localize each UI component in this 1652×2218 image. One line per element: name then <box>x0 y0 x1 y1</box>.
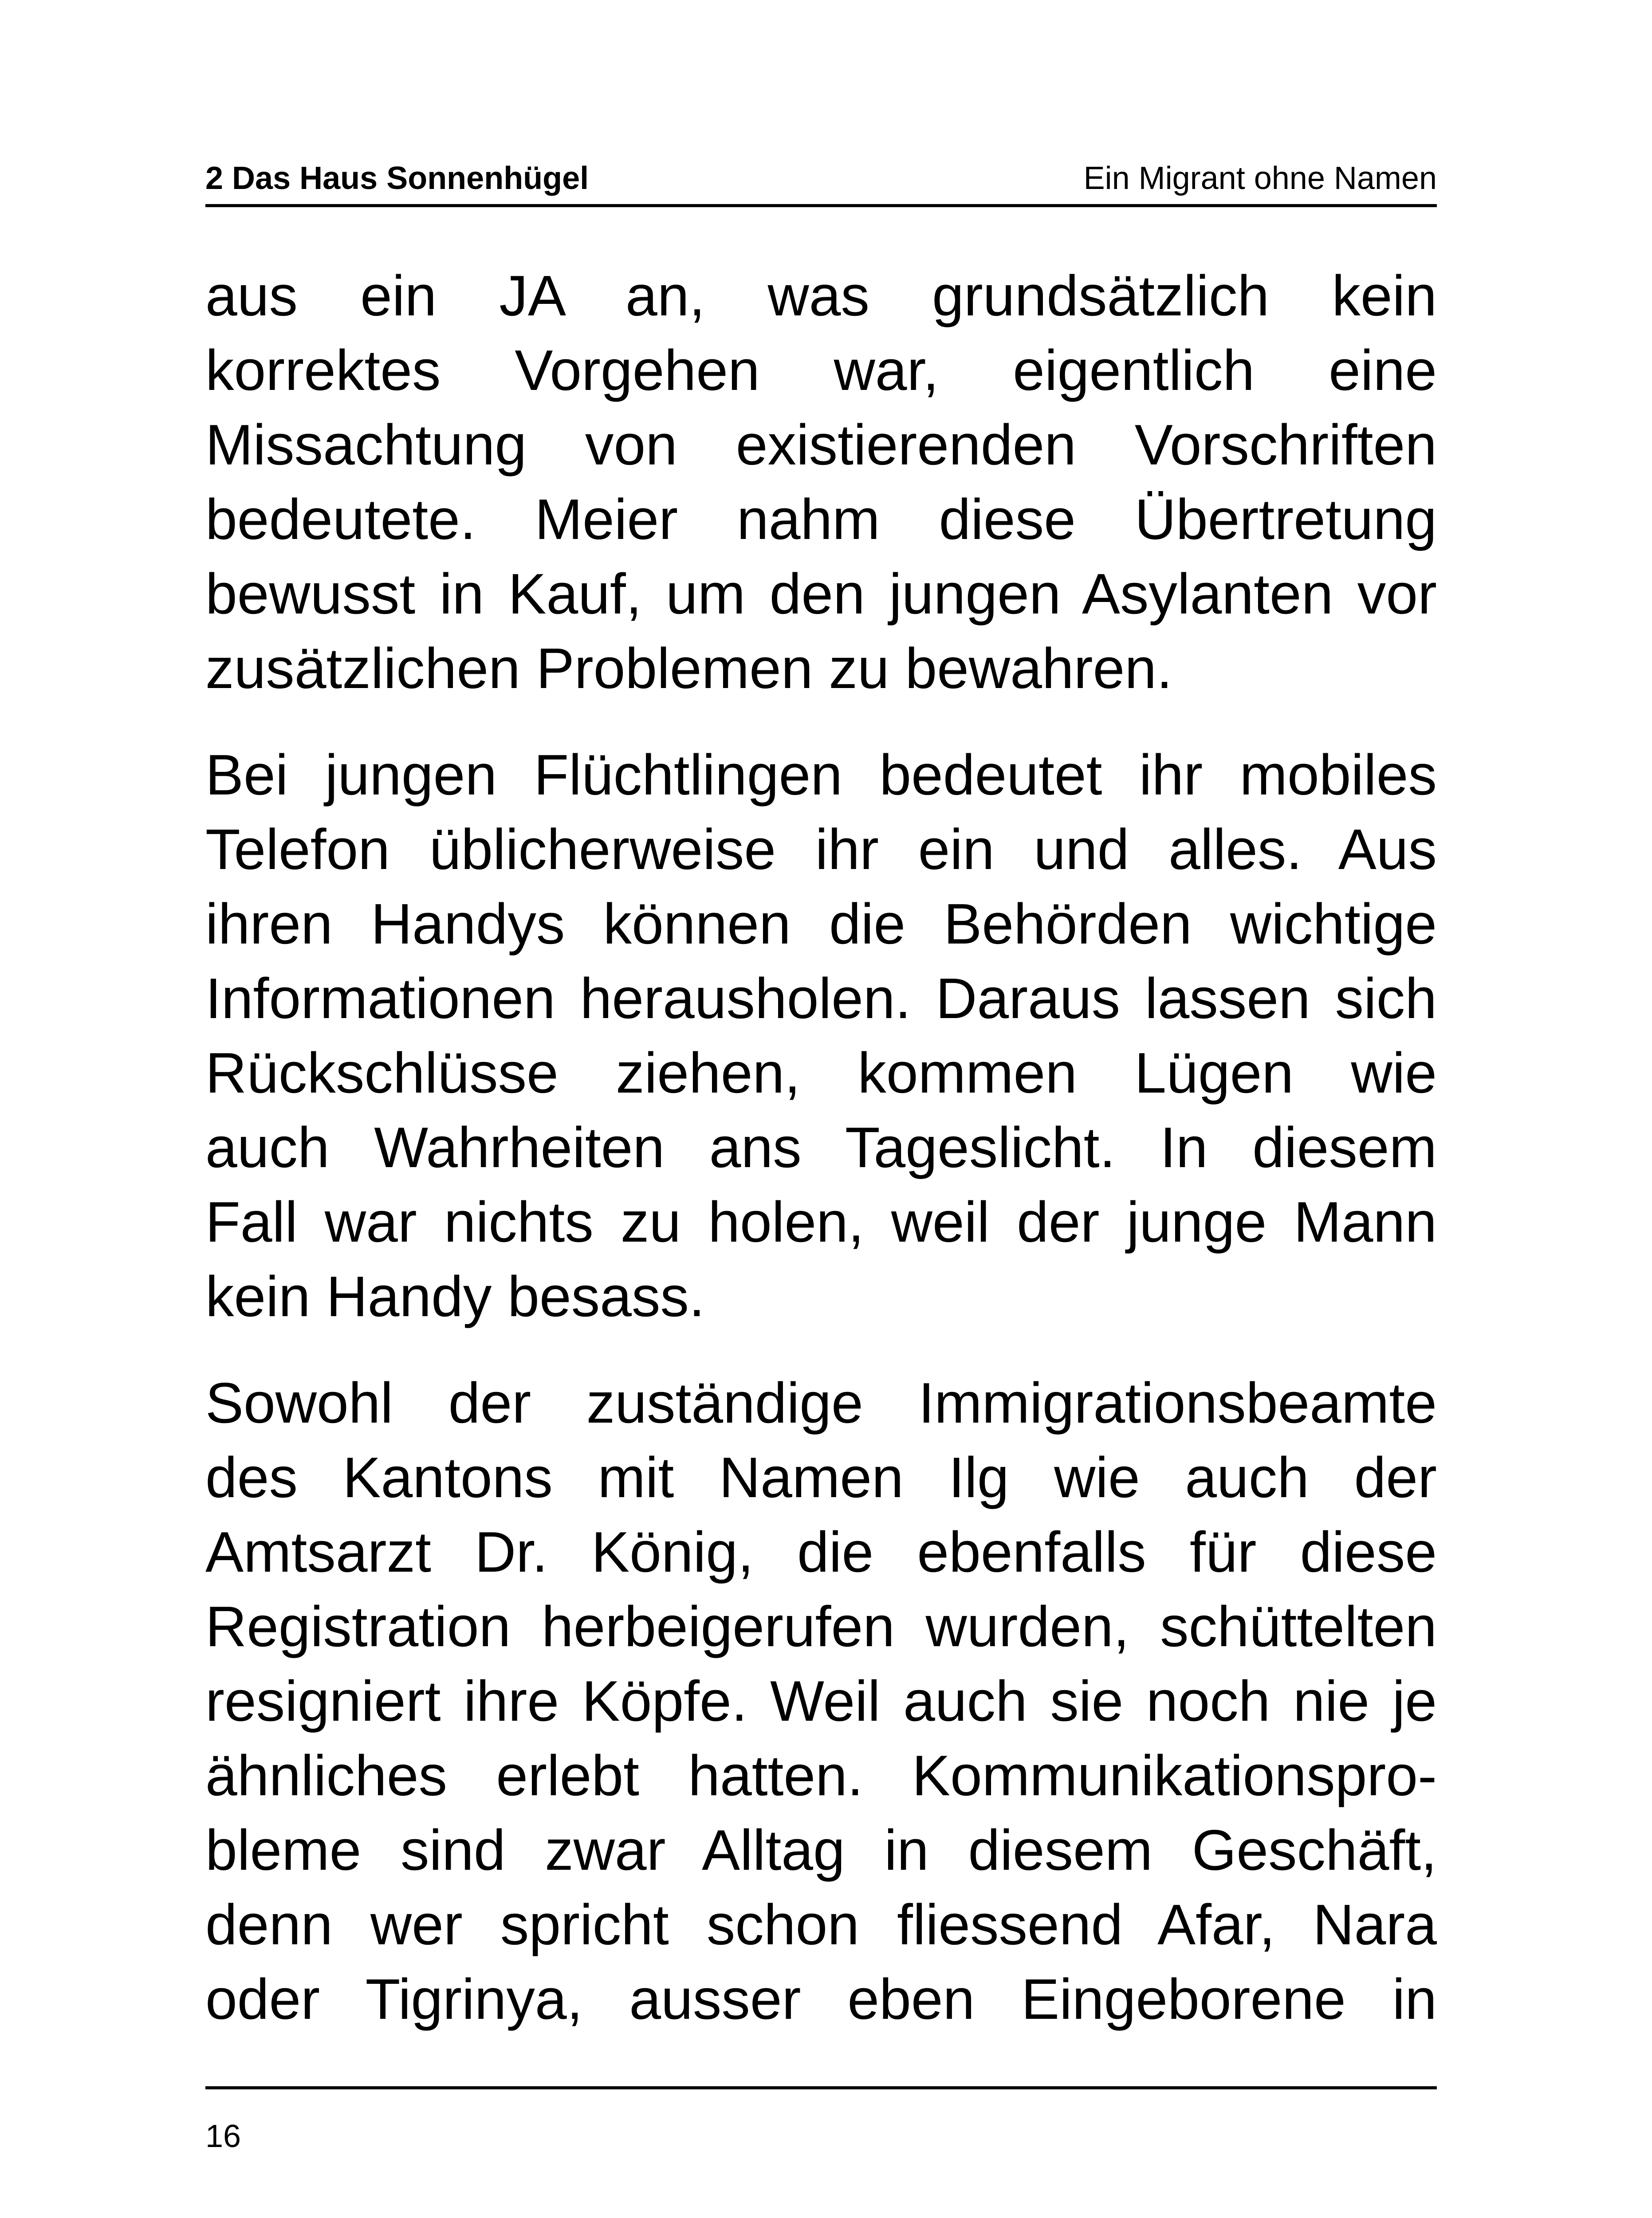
text-line: Missachtung von existierenden Vorschriften <box>205 413 1437 477</box>
text-line: kein Handy besass. <box>205 1265 705 1329</box>
text-line: oder Tigrinya, ausser eben Eingeborene in <box>205 1967 1437 2031</box>
text-line: resigniert ihre Köpfe. Weil auch sie noch nie je <box>205 1669 1437 1733</box>
page-number: 16 <box>205 2119 241 2154</box>
footer-rule <box>205 2086 1437 2089</box>
running-header <box>205 154 1437 194</box>
header-rule <box>205 204 1437 207</box>
text-line: Telefon üblicherweise ihr ein und alles. Aus <box>205 818 1437 881</box>
text-line: Informationen herausholen. Daraus lassen sich <box>205 967 1437 1030</box>
text-line: ähnliches erlebt hatten. Kommunikationspro- <box>205 1744 1437 1808</box>
text-line: Sowohl der zuständige Immigrationsbeamte <box>205 1371 1437 1435</box>
text-line: aus ein JA an, was grundsätzlich kein <box>205 264 1437 328</box>
text-line: bleme sind zwar Alltag in diesem Geschäft, <box>205 1818 1437 1882</box>
text-line: Registration herbeigerufen wurden, schüttelten <box>205 1595 1437 1659</box>
book-title: Ein Migrant ohne Namen <box>1083 161 1437 196</box>
text-line: Fall war nichts zu holen, weil der junge Mann <box>205 1190 1437 1254</box>
text-line: denn wer spricht schon fliessend Afar, Nara <box>205 1893 1437 1957</box>
text-line: Bei jungen Flüchtlingen bedeutet ihr mobiles <box>205 743 1437 807</box>
text-line: auch Wahrheiten ans Tageslicht. In diesem <box>205 1116 1437 1180</box>
text-line: korrektes Vorgehen war, eigentlich eine <box>205 338 1437 402</box>
paragraph-spacer <box>205 1334 1437 1366</box>
paragraph <box>205 1366 1437 2037</box>
paragraph <box>205 259 1437 706</box>
text-line: Rückschlüsse ziehen, kommen Lügen wie <box>205 1041 1437 1105</box>
text-line: Amtsarzt Dr. König, die ebenfalls für diese <box>205 1520 1437 1584</box>
text-line: bedeutete. Meier nahm diese Übertretung <box>205 488 1437 551</box>
text-line: des Kantons mit Namen Ilg wie auch der <box>205 1446 1437 1510</box>
body-text <box>205 259 1437 2037</box>
text-line: ihren Handys können die Behörden wichtige <box>205 892 1437 956</box>
paragraph <box>205 738 1437 1334</box>
paragraph-spacer <box>205 706 1437 738</box>
text-line: zusätzlichen Problemen zu bewahren. <box>205 637 1172 700</box>
text-line: bewusst in Kauf, um den jungen Asylanten vor <box>205 562 1437 626</box>
chapter-title: 2 Das Haus Sonnenhügel <box>205 161 589 196</box>
